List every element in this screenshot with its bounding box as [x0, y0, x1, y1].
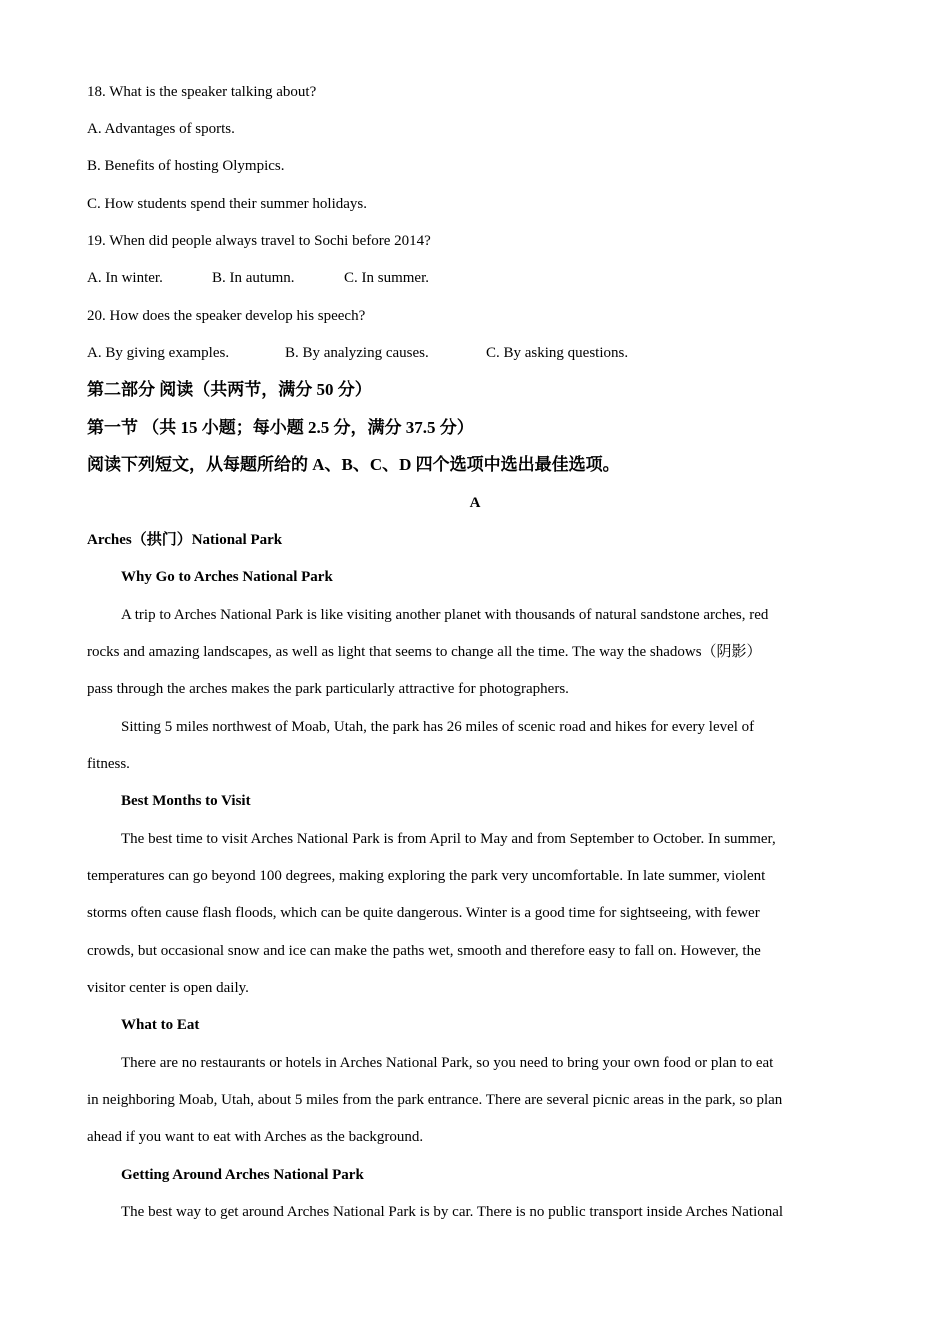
option-18a: A. Advantages of sports.	[87, 121, 235, 137]
paragraph-line: temperatures can go beyond 100 degrees, making exploring the park very uncomfortable. In late summer, violent	[87, 868, 766, 884]
options-19	[87, 268, 429, 288]
option-19a: A. In winter.	[87, 270, 163, 286]
paragraph-line: A trip to Arches National Park is like visiting another planet with thousands of natural sandstone arches, red	[121, 607, 769, 623]
option-20c: C. By asking questions.	[486, 345, 629, 361]
paragraph-line: The best way to get around Arches National Park is by car. There is no public transport inside Arches National	[121, 1204, 784, 1220]
paragraph-line: fitness.	[87, 756, 130, 772]
option-19b: B. In autumn.	[212, 270, 295, 286]
question-18: 18. What is the speaker talking about?	[87, 84, 317, 100]
paragraph-line: Sitting 5 miles northwest of Moab, Utah, the park has 26 miles of scenic road and hikes for every level of	[121, 719, 755, 735]
paragraph-line: ahead if you want to eat with Arches as the background.	[87, 1129, 424, 1145]
options-20	[87, 343, 628, 363]
option-19c: C. In summer.	[344, 270, 429, 286]
heading-what-to-eat: What to Eat	[121, 1017, 200, 1033]
instruction: 阅读下列短文，从每题所给的 A、B、C、D 四个选项中选出最佳选项。	[87, 455, 620, 474]
question-19: 19. When did people always travel to Sochi before 2014?	[87, 233, 431, 249]
section-title: 第一节 （共 15 小题；每小题 2.5 分，满分 37.5 分）	[87, 418, 474, 437]
paragraph-line: in neighboring Moab, Utah, about 5 miles from the park entrance. There are several picnic areas in the park, so plan	[87, 1092, 783, 1108]
paragraph-line: visitor center is open daily.	[87, 980, 249, 996]
passage-letter: A	[469, 495, 481, 511]
paragraph-line: rocks and amazing landscapes, as well as light that seems to change all the time. The way the shadows（阴影）	[87, 644, 762, 660]
paragraph-line: The best time to visit Arches National Park is from April to May and from September to October. In summer,	[121, 831, 776, 847]
heading-why-go: Why Go to Arches National Park	[121, 569, 333, 585]
heading-getting-around: Getting Around Arches National Park	[121, 1167, 364, 1183]
paragraph-line: pass through the arches makes the park particularly attractive for photographers.	[87, 681, 569, 697]
paragraph-line: storms often cause flash floods, which can be quite dangerous. Winter is a good time for sightseeing, with fewer	[87, 905, 760, 921]
option-18b: B. Benefits of hosting Olympics.	[87, 158, 285, 174]
option-20b: B. By analyzing causes.	[285, 345, 429, 361]
question-20: 20. How does the speaker develop his speech?	[87, 308, 366, 324]
heading-best-months: Best Months to Visit	[121, 793, 251, 809]
paragraph-line: There are no restaurants or hotels in Arches National Park, so you need to bring your own food or plan to eat	[121, 1055, 774, 1071]
option-20a: A. By giving examples.	[87, 345, 230, 361]
option-18c: C. How students spend their summer holidays.	[87, 196, 367, 212]
passage-title: Arches（拱门）National Park	[87, 532, 283, 548]
part-title: 第二部分 阅读（共两节，满分 50 分）	[87, 380, 372, 399]
paragraph-line: crowds, but occasional snow and ice can make the paths wet, smooth and therefore easy to fall on. However, the	[87, 943, 761, 959]
